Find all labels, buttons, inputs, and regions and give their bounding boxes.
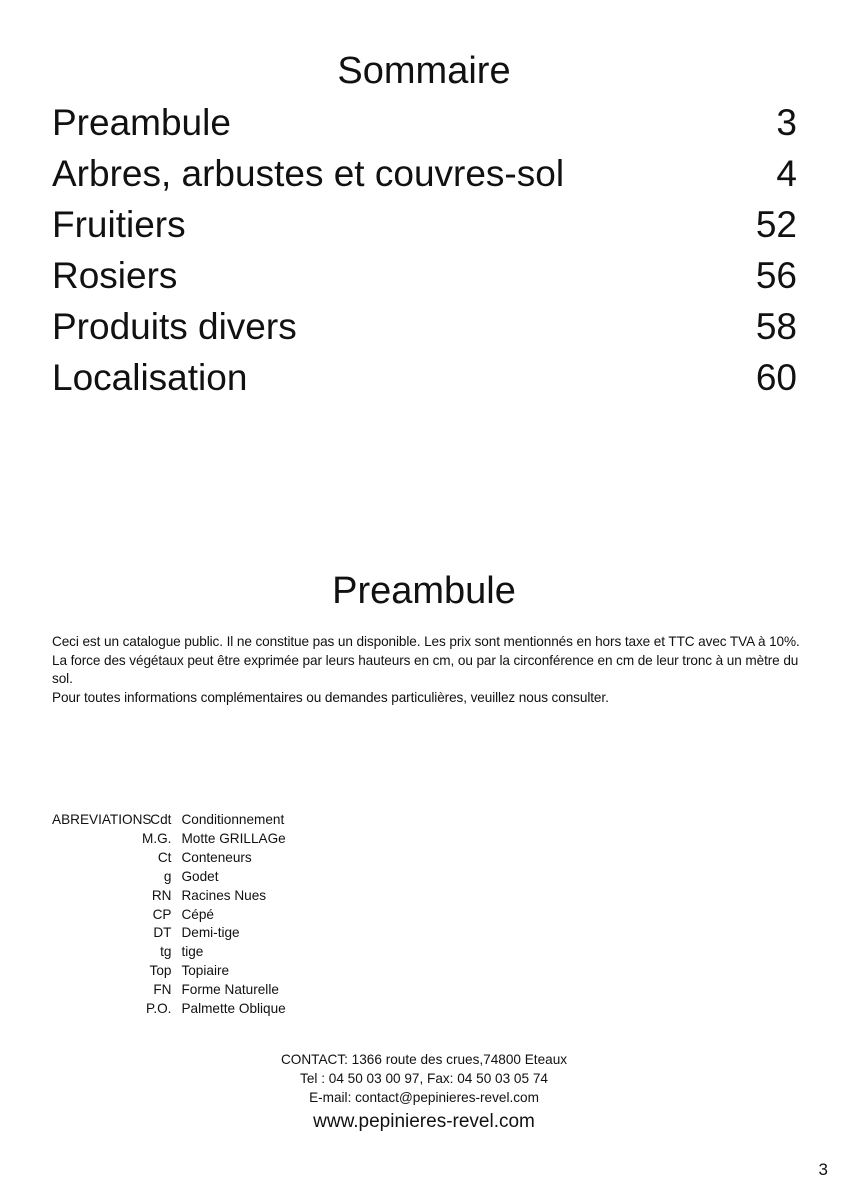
abbreviation-row xyxy=(142,924,286,943)
abbreviation-meaning: Godet xyxy=(181,868,219,884)
toc-entry-label: Fruitiers xyxy=(52,204,186,245)
toc-entry[interactable] xyxy=(52,301,797,352)
toc-entry[interactable] xyxy=(52,148,797,199)
preamble-title: Preambule xyxy=(332,570,516,612)
abbreviation-row xyxy=(142,887,286,906)
toc-entry-label: Rosiers xyxy=(52,255,178,296)
toc-entry-page: 4 xyxy=(776,153,797,194)
abbreviations-table xyxy=(142,811,286,1019)
contact-block xyxy=(0,1050,848,1107)
abbreviation-code: P.O. xyxy=(146,1001,172,1017)
table-of-contents xyxy=(52,97,797,403)
preamble-paragraph: Pour toutes informations complémentaires ou demandes particulières, veuillez nous consulter. xyxy=(52,689,609,705)
contact-address: CONTACT: 1366 route des crues,74800 Eteaux xyxy=(280,1052,568,1067)
abbreviation-code: M.G. xyxy=(142,830,172,846)
abbreviation-meaning: Forme Naturelle xyxy=(181,982,279,998)
abbreviation-row xyxy=(142,981,286,1000)
abbreviation-code: g xyxy=(163,868,172,884)
abbreviations-heading: ABREVIATIONS xyxy=(52,812,152,827)
contact-phones: Tel : 04 50 03 00 97, Fax: 04 50 03 05 74 xyxy=(300,1071,548,1086)
abbreviation-meaning: Racines Nues xyxy=(181,887,267,903)
toc-entry-page: 60 xyxy=(755,357,797,398)
toc-entry-label: Preambule xyxy=(52,102,231,143)
abbreviation-meaning: Cépé xyxy=(181,906,214,922)
toc-entry-page: 56 xyxy=(755,255,797,296)
toc-entry-label: Arbres, arbustes et couvres-sol xyxy=(52,153,565,194)
toc-entry[interactable] xyxy=(52,97,797,148)
abbreviation-code: Cdt xyxy=(150,812,172,827)
abbreviation-code: CP xyxy=(152,906,172,922)
abbreviation-meaning: tige xyxy=(181,944,204,960)
abbreviation-row xyxy=(142,943,286,962)
abbreviation-code: FN xyxy=(153,982,172,998)
abbreviation-code: tg xyxy=(160,944,172,960)
abbreviation-meaning: Topiaire xyxy=(181,963,230,979)
toc-entry[interactable] xyxy=(52,199,797,250)
toc-entry-label: Localisation xyxy=(52,357,248,398)
abbreviation-code: Top xyxy=(149,963,172,979)
abbreviation-meaning: Conteneurs xyxy=(181,849,252,865)
abbreviation-meaning: Conditionnement xyxy=(181,812,285,827)
abbreviation-row xyxy=(142,849,286,868)
toc-entry-page: 52 xyxy=(755,204,797,245)
page-number: 3 xyxy=(818,1160,828,1179)
abbreviation-code: RN xyxy=(151,887,172,903)
toc-entry-page: 58 xyxy=(755,306,797,347)
preamble-paragraph: La force des végétaux peut être exprimée par leurs hauteurs en cm, ou par la circonférence en cm de leur tronc à un mètre du sol. xyxy=(52,652,799,686)
abbreviation-meaning: Demi-tige xyxy=(181,925,240,941)
abbreviation-row xyxy=(142,830,286,849)
preamble-paragraph: Ceci est un catalogue public. Il ne constitue pas un disponible. Les prix sont mentionnés en hors taxe et TTC avec TVA à 10%. xyxy=(52,634,800,649)
toc-title: Sommaire xyxy=(337,50,511,92)
toc-entry-label: Produits divers xyxy=(52,306,297,347)
abbreviation-row xyxy=(142,906,286,925)
toc-entry[interactable] xyxy=(52,250,797,301)
abbreviation-row xyxy=(142,1000,286,1019)
abbreviation-row xyxy=(142,868,286,887)
preamble-text xyxy=(52,633,800,707)
website-link[interactable]: www.pepinieres-revel.com xyxy=(313,1111,535,1132)
abbreviation-row xyxy=(142,811,286,830)
abbreviation-code: DT xyxy=(153,925,172,941)
abbreviation-row xyxy=(142,962,286,981)
contact-email[interactable]: E-mail: contact@pepinieres-revel.com xyxy=(309,1090,539,1105)
abbreviation-meaning: Motte GRILLAGe xyxy=(181,830,286,846)
abbreviation-meaning: Palmette Oblique xyxy=(181,1001,286,1017)
toc-entry[interactable] xyxy=(52,352,797,403)
abbreviation-code: Ct xyxy=(157,849,172,865)
toc-entry-page: 3 xyxy=(776,102,797,143)
